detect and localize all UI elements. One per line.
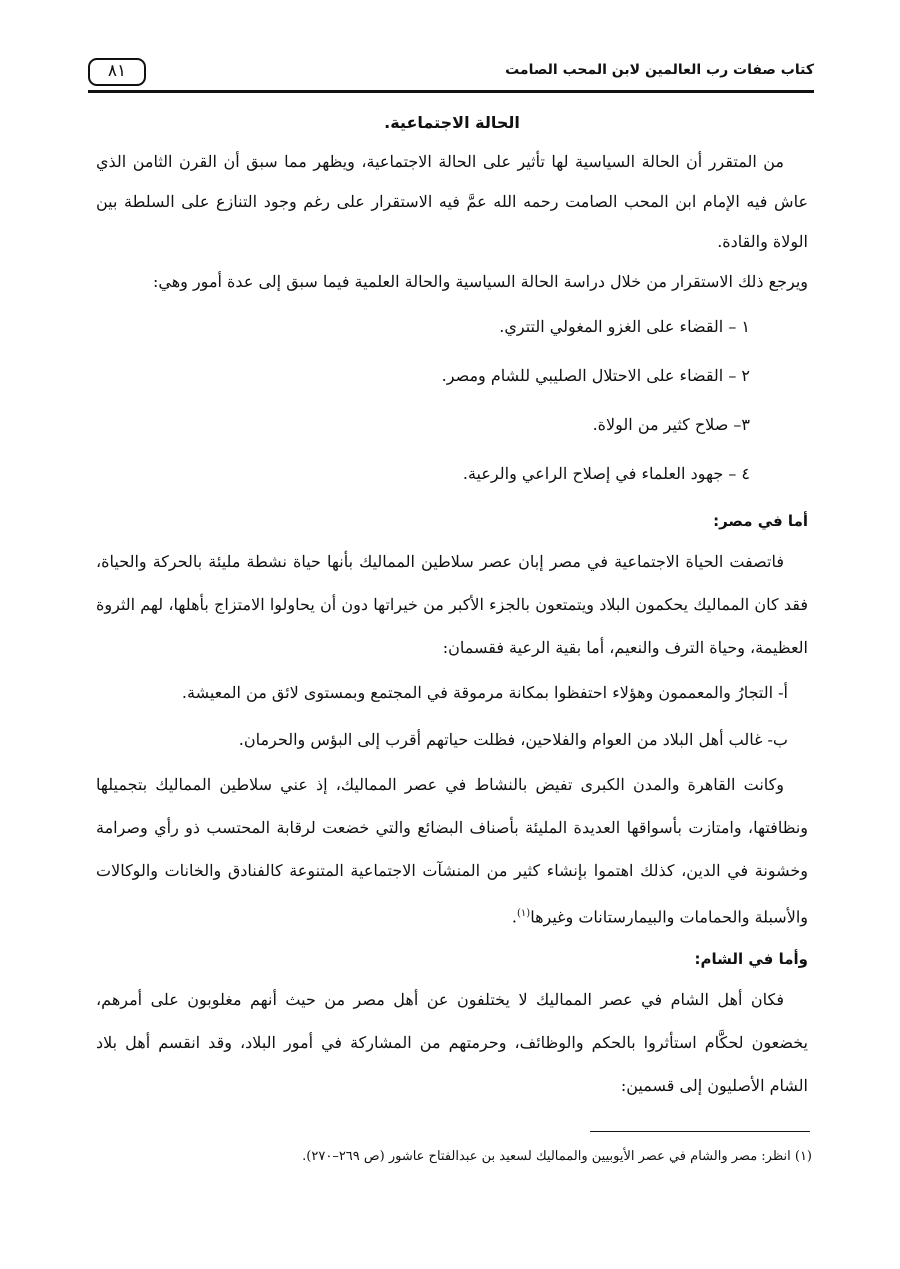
egypt-paragraph-1: فاتصفت الحياة الاجتماعية في مصر إبان عصر سلاطين المماليك بأنها حياة نشطة مليئة بالحركة والحياة، فقد كان المماليك يحكمون البلاد ويتمتعون بالجزء الأكبر من خيراتها دون أن يحاولوا الامتزاج بأهلها، لهم الثروة العظيمة، وحياة الترف والنعيم، أما بقية الرعية فقسمان: — [96, 552, 808, 657]
header-divider — [88, 90, 814, 93]
page-number: ٨١ — [88, 58, 146, 86]
egypt-paragraph-2-end: . — [511, 907, 518, 927]
section-title: الحالة الاجتماعية. — [384, 113, 520, 132]
footnote-text: (١) انظر: مصر والشام في عصر الأيوبيين والمماليك لسعيد بن عبدالفتاح عاشور (ص ٢٦٩–٢٧٠). — [302, 1149, 812, 1164]
list-item: ٢ – القضاء على الاحتلال الصليبي للشام ومصر. — [441, 366, 750, 385]
egypt-heading: أما في مصر: — [713, 512, 808, 530]
list-item: ١ – القضاء على الغزو المغولي التتري. — [499, 317, 750, 336]
egypt-paragraph-2 — [96, 763, 808, 938]
intro-paragraph: من المتقرر أن الحالة السياسية لها تأثير على الحالة الاجتماعية، ويظهر مما سبق أن القرن الثامن الذي عاش فيه الإمام ابن المحب الصامت رحمه الله عمَّ فيه الاستقرار على رغم وجود التنازع على السلطة بين الولاة والقادة. — [96, 152, 808, 251]
page-header — [88, 56, 814, 92]
reasons-list — [96, 302, 808, 498]
book-title: كتاب صفات رب العالمين لابن المحب الصامت — [505, 62, 814, 78]
list-item: أ- التجارُ والمعممون وهؤلاء احتفظوا بمكانة مرموقة في المجتمع وبمستوى لائق من المعيشة. — [181, 683, 788, 702]
list-item: ب- غالب أهل البلاد من العوام والفلاحين، فظلت حياتهم أقرب إلى البؤس والحرمان. — [238, 730, 788, 749]
footnote-divider — [590, 1131, 810, 1132]
egypt-paragraph-2-text: وكانت القاهرة والمدن الكبرى تفيض بالنشاط في عصر المماليك، إذ عني سلاطين المماليك بتجميلها ونظافتها، وامتازت بأسواقها العديدة المليئة بأصناف البضائع والتي خضعت لرقابة المحتسب ذو رأي وصرامة وخشونة في الدين، كذلك اهتموا بإنشاء كثير من المنشآت الاجتماعية المتنوعة كالفنادق والخانات والوكالات والأسبلة والحمامات والبيمارستانات وغيرها — [96, 775, 808, 927]
sham-heading: وأما في الشام: — [694, 950, 808, 969]
egypt-groups-list — [96, 669, 808, 763]
sham-paragraph: فكان أهل الشام في عصر المماليك لا يختلفون عن أهل مصر من حيث أنهم مغلوبون على أمرهم، يخضعون لحكَّام استأثروا بالحكم والوظائف، وحرمتهم من المشاركة في أمور البلاد، وقد انقسم أهل بلاد الشام الأصليون إلى قسمين: — [96, 990, 808, 1096]
footnote-reference[interactable]: (١) — [517, 908, 531, 919]
reasons-intro: ويرجع ذلك الاستقرار من خلال دراسة الحالة السياسية والحالة العلمية فيما سبق إلى عدة أمور وهي: — [152, 272, 808, 291]
list-item: ٣– صلاح كثير من الولاة. — [592, 415, 750, 434]
page-body — [96, 104, 808, 1107]
list-item: ٤ – جهود العلماء في إصلاح الراعي والرعية. — [462, 464, 750, 483]
